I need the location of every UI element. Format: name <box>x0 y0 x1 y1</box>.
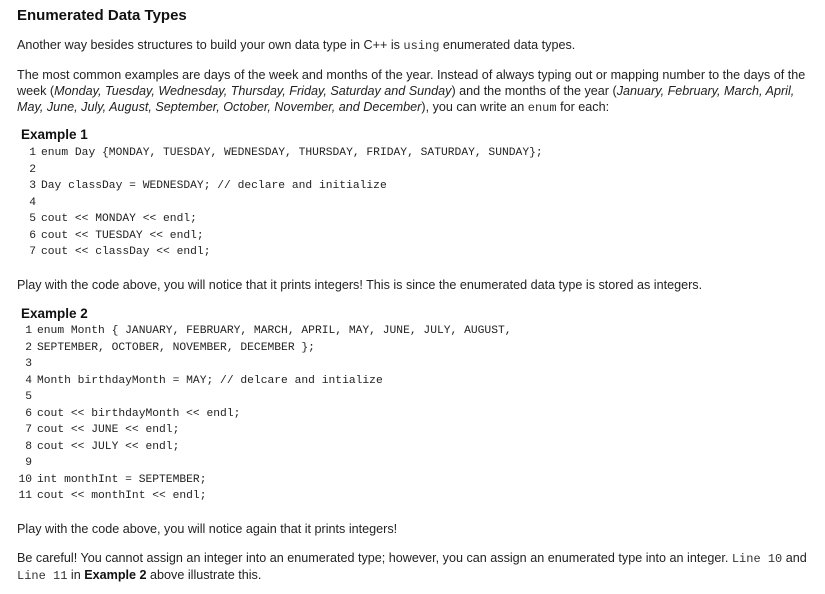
examples-text-4: for each: <box>556 100 610 114</box>
example-2-line-number: 7 <box>25 424 32 436</box>
careful-paragraph <box>17 550 817 584</box>
page-title: Enumerated Data Types <box>17 7 187 24</box>
example-2-line-code: Month birthdayMonth = MAY; // delcare and intialize <box>37 374 383 387</box>
example-2-line-number: 5 <box>25 391 32 403</box>
example-2-code-line <box>22 389 512 406</box>
examples-text-3: ), you can write an <box>421 100 528 114</box>
example-2-code-line <box>22 356 512 373</box>
example-1-line-code: enum Day {MONDAY, TUESDAY, WEDNESDAY, THURSDAY, FRIDAY, SATURDAY, SUNDAY}; <box>41 147 543 159</box>
example-2-line-code: cout << JUNE << endl; <box>37 424 180 436</box>
examples-months-list: January, February, March, April, May, June, July, August, September, October, November, and December <box>17 84 795 114</box>
example-1-line-code: cout << MONDAY << endl; <box>41 213 197 225</box>
example-2-line-number: 1 <box>25 325 32 337</box>
example-2-code-line <box>22 422 512 439</box>
example-1-line-number: 6 <box>29 229 36 242</box>
example-1-line-code: Day classDay = WEDNESDAY; // declare and initialize <box>41 180 387 192</box>
example-1-code-line <box>22 145 543 162</box>
examples-text-1: The most common examples are days of the week and months of the year. Instead of always typing out or mapping number to the days of the week ( <box>17 68 806 98</box>
example-1-code-line <box>22 178 543 195</box>
example-2-line-code: cout << birthdayMonth << endl; <box>37 407 241 420</box>
example-1-line-code: cout << TUESDAY << endl; <box>41 229 204 242</box>
example-2-line-code: enum Month { JANUARY, FEBRUARY, MARCH, APRIL, MAY, JUNE, JULY, AUGUST, <box>37 325 512 337</box>
example-1-line-number: 5 <box>29 213 36 225</box>
example-1-title: Example 1 <box>21 127 88 142</box>
example-2-code-block <box>18 323 512 505</box>
examples-days-list: Monday, Tuesday, Wednesday, Thursday, Friday, Saturday and Sunday <box>54 84 452 98</box>
example-1-code-line <box>22 228 543 245</box>
examples-text-2: ) and the months of the year ( <box>451 84 617 98</box>
example-1-line-number: 2 <box>29 163 36 176</box>
example-2-line-number: 8 <box>25 440 32 453</box>
example-1-code-line <box>22 162 543 179</box>
example-2-code-line <box>22 323 512 340</box>
example-1-line-number: 4 <box>29 196 36 209</box>
example-1-code-line <box>22 211 543 228</box>
example-2-line-number: 9 <box>25 457 32 469</box>
example-1-line-number: 7 <box>29 246 36 258</box>
example-2-line-number: 2 <box>25 341 32 354</box>
example-2-code-line <box>22 455 512 472</box>
example-1-code-line <box>22 195 543 212</box>
example-1-line-code: cout << classDay << endl; <box>41 246 211 258</box>
example-2-code-line <box>22 406 512 423</box>
example-2-code-line <box>22 373 512 390</box>
example-2-title: Example 2 <box>21 306 88 321</box>
intro-paragraph <box>17 37 817 54</box>
example-2-code-line <box>22 439 512 456</box>
example-2-line-code: cout << monthInt << endl; <box>37 490 207 502</box>
note-1-paragraph: Play with the code above, you will notice that it prints integers! This is since the enumerated data type is stored as integers. <box>17 278 703 292</box>
example-1-line-number: 1 <box>29 147 36 159</box>
note-2-paragraph: Play with the code above, you will notice again that it prints integers! <box>17 522 398 536</box>
example-2-code-line <box>18 488 512 505</box>
careful-text-in: in <box>67 568 85 582</box>
example-2-line-number: 6 <box>25 407 32 420</box>
example-2-line-number: 4 <box>25 374 32 387</box>
example-2-line-code: cout << JULY << endl; <box>37 440 180 453</box>
common-examples-paragraph <box>17 67 817 116</box>
careful-text-and: and <box>782 551 807 565</box>
careful-text-1: Be careful! You cannot assign an integer into an enumerated type; however, you can assign an enumerated type into an integer. <box>17 551 732 565</box>
careful-example-ref: Example 2 <box>84 568 147 582</box>
example-2-line-number: 11 <box>18 490 32 502</box>
intro-text-before: Another way besides structures to build your own data type in C++ is <box>17 38 404 52</box>
example-2-line-number: 10 <box>18 473 32 486</box>
intro-code-using: using <box>403 39 440 53</box>
example-1-code-block <box>22 145 543 261</box>
example-2-line-code: SEPTEMBER, OCTOBER, NOVEMBER, DECEMBER }; <box>37 341 315 354</box>
example-2-code-line <box>22 340 512 357</box>
intro-text-after: enumerated data types. <box>439 38 576 52</box>
careful-code-line10: Line 10 <box>731 552 783 566</box>
example-2-line-code: int monthInt = SEPTEMBER; <box>37 473 207 486</box>
examples-code-enum: enum <box>527 101 557 115</box>
example-1-code-line <box>22 244 543 261</box>
example-2-code-line <box>18 472 512 489</box>
careful-text-end: above illustrate this. <box>146 568 262 582</box>
example-1-line-number: 3 <box>29 180 36 192</box>
careful-code-line11: Line 11 <box>17 569 68 583</box>
example-2-line-number: 3 <box>25 358 32 370</box>
